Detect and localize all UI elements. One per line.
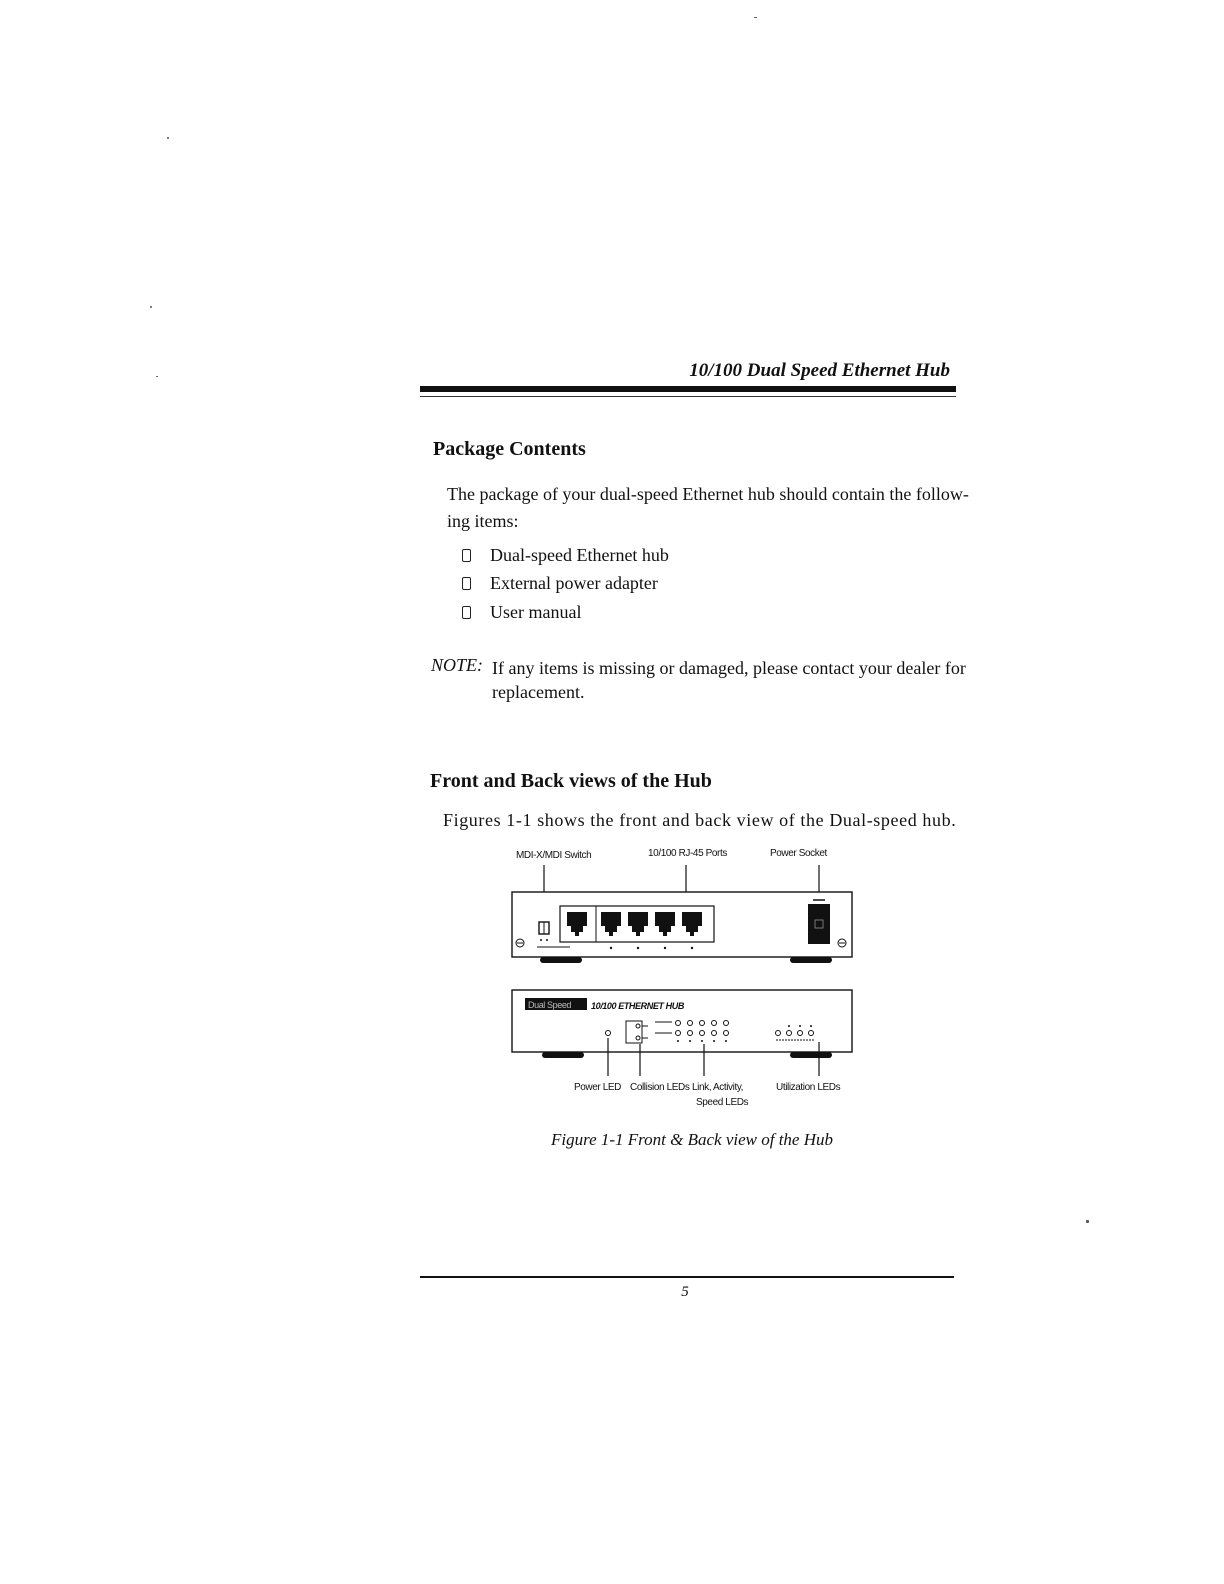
list-item	[462, 573, 658, 594]
page-number: 5	[681, 1284, 689, 1300]
list-item-label: External power adapter	[490, 573, 658, 593]
scan-speck	[156, 376, 158, 377]
checkbox-bullet-icon	[462, 577, 471, 590]
link-activity-label: Link, Activity,	[692, 1082, 744, 1093]
speed-leds-label: Speed LEDs	[696, 1097, 749, 1108]
power-socket-label: Power Socket	[770, 848, 827, 859]
front-model: 10/100 ETHERNET HUB	[591, 1001, 684, 1011]
list-item	[462, 602, 581, 623]
scan-speck	[167, 137, 169, 139]
note-text-line1: If any items is missing or damaged, please contact your dealer for	[492, 658, 966, 678]
figure-caption: Figure 1-1 Front & Back view of the Hub	[550, 1130, 833, 1149]
utilization-leds-label: Utilization LEDs	[776, 1082, 841, 1093]
footer-rule	[420, 1276, 954, 1278]
views-intro: Figures 1-1 shows the front and back view of the Dual-speed hub.	[443, 810, 957, 830]
checkbox-bullet-icon	[462, 606, 471, 619]
note-label: NOTE:	[431, 655, 484, 675]
hub-back-view	[512, 892, 852, 963]
scan-speck	[1086, 1220, 1089, 1223]
note-text-line2: replacement.	[492, 682, 585, 702]
power-led-label: Power LED	[574, 1082, 621, 1093]
views-heading: Front and Back views of the Hub	[430, 770, 712, 792]
rj45-ports-label: 10/100 RJ-45 Ports	[648, 848, 727, 859]
running-header: 10/100 Dual Speed Ethernet Hub	[689, 360, 950, 381]
list-item-label: User manual	[490, 602, 582, 622]
scan-speck	[150, 306, 152, 308]
front-brand: Dual Speed	[528, 1000, 572, 1010]
hub-front-view	[512, 990, 852, 1058]
collision-leds-label: Collision LEDs	[630, 1082, 690, 1093]
list-item	[462, 545, 669, 566]
mdi-switch-label: MDI-X/MDI Switch	[516, 850, 592, 861]
power-socket-icon	[808, 904, 830, 944]
package-intro-line1: The package of your dual-speed Ethernet hub should contain the follow-	[447, 484, 969, 504]
scan-speck	[754, 17, 757, 18]
checkbox-bullet-icon	[462, 549, 471, 562]
list-item-label: Dual-speed Ethernet hub	[490, 545, 669, 565]
header-rule-thick	[420, 386, 956, 392]
package-contents-heading: Package Contents	[433, 438, 586, 460]
header-rule-thin	[420, 396, 956, 397]
hub-figure	[490, 840, 870, 1110]
package-intro-line2: ing items:	[447, 511, 519, 531]
